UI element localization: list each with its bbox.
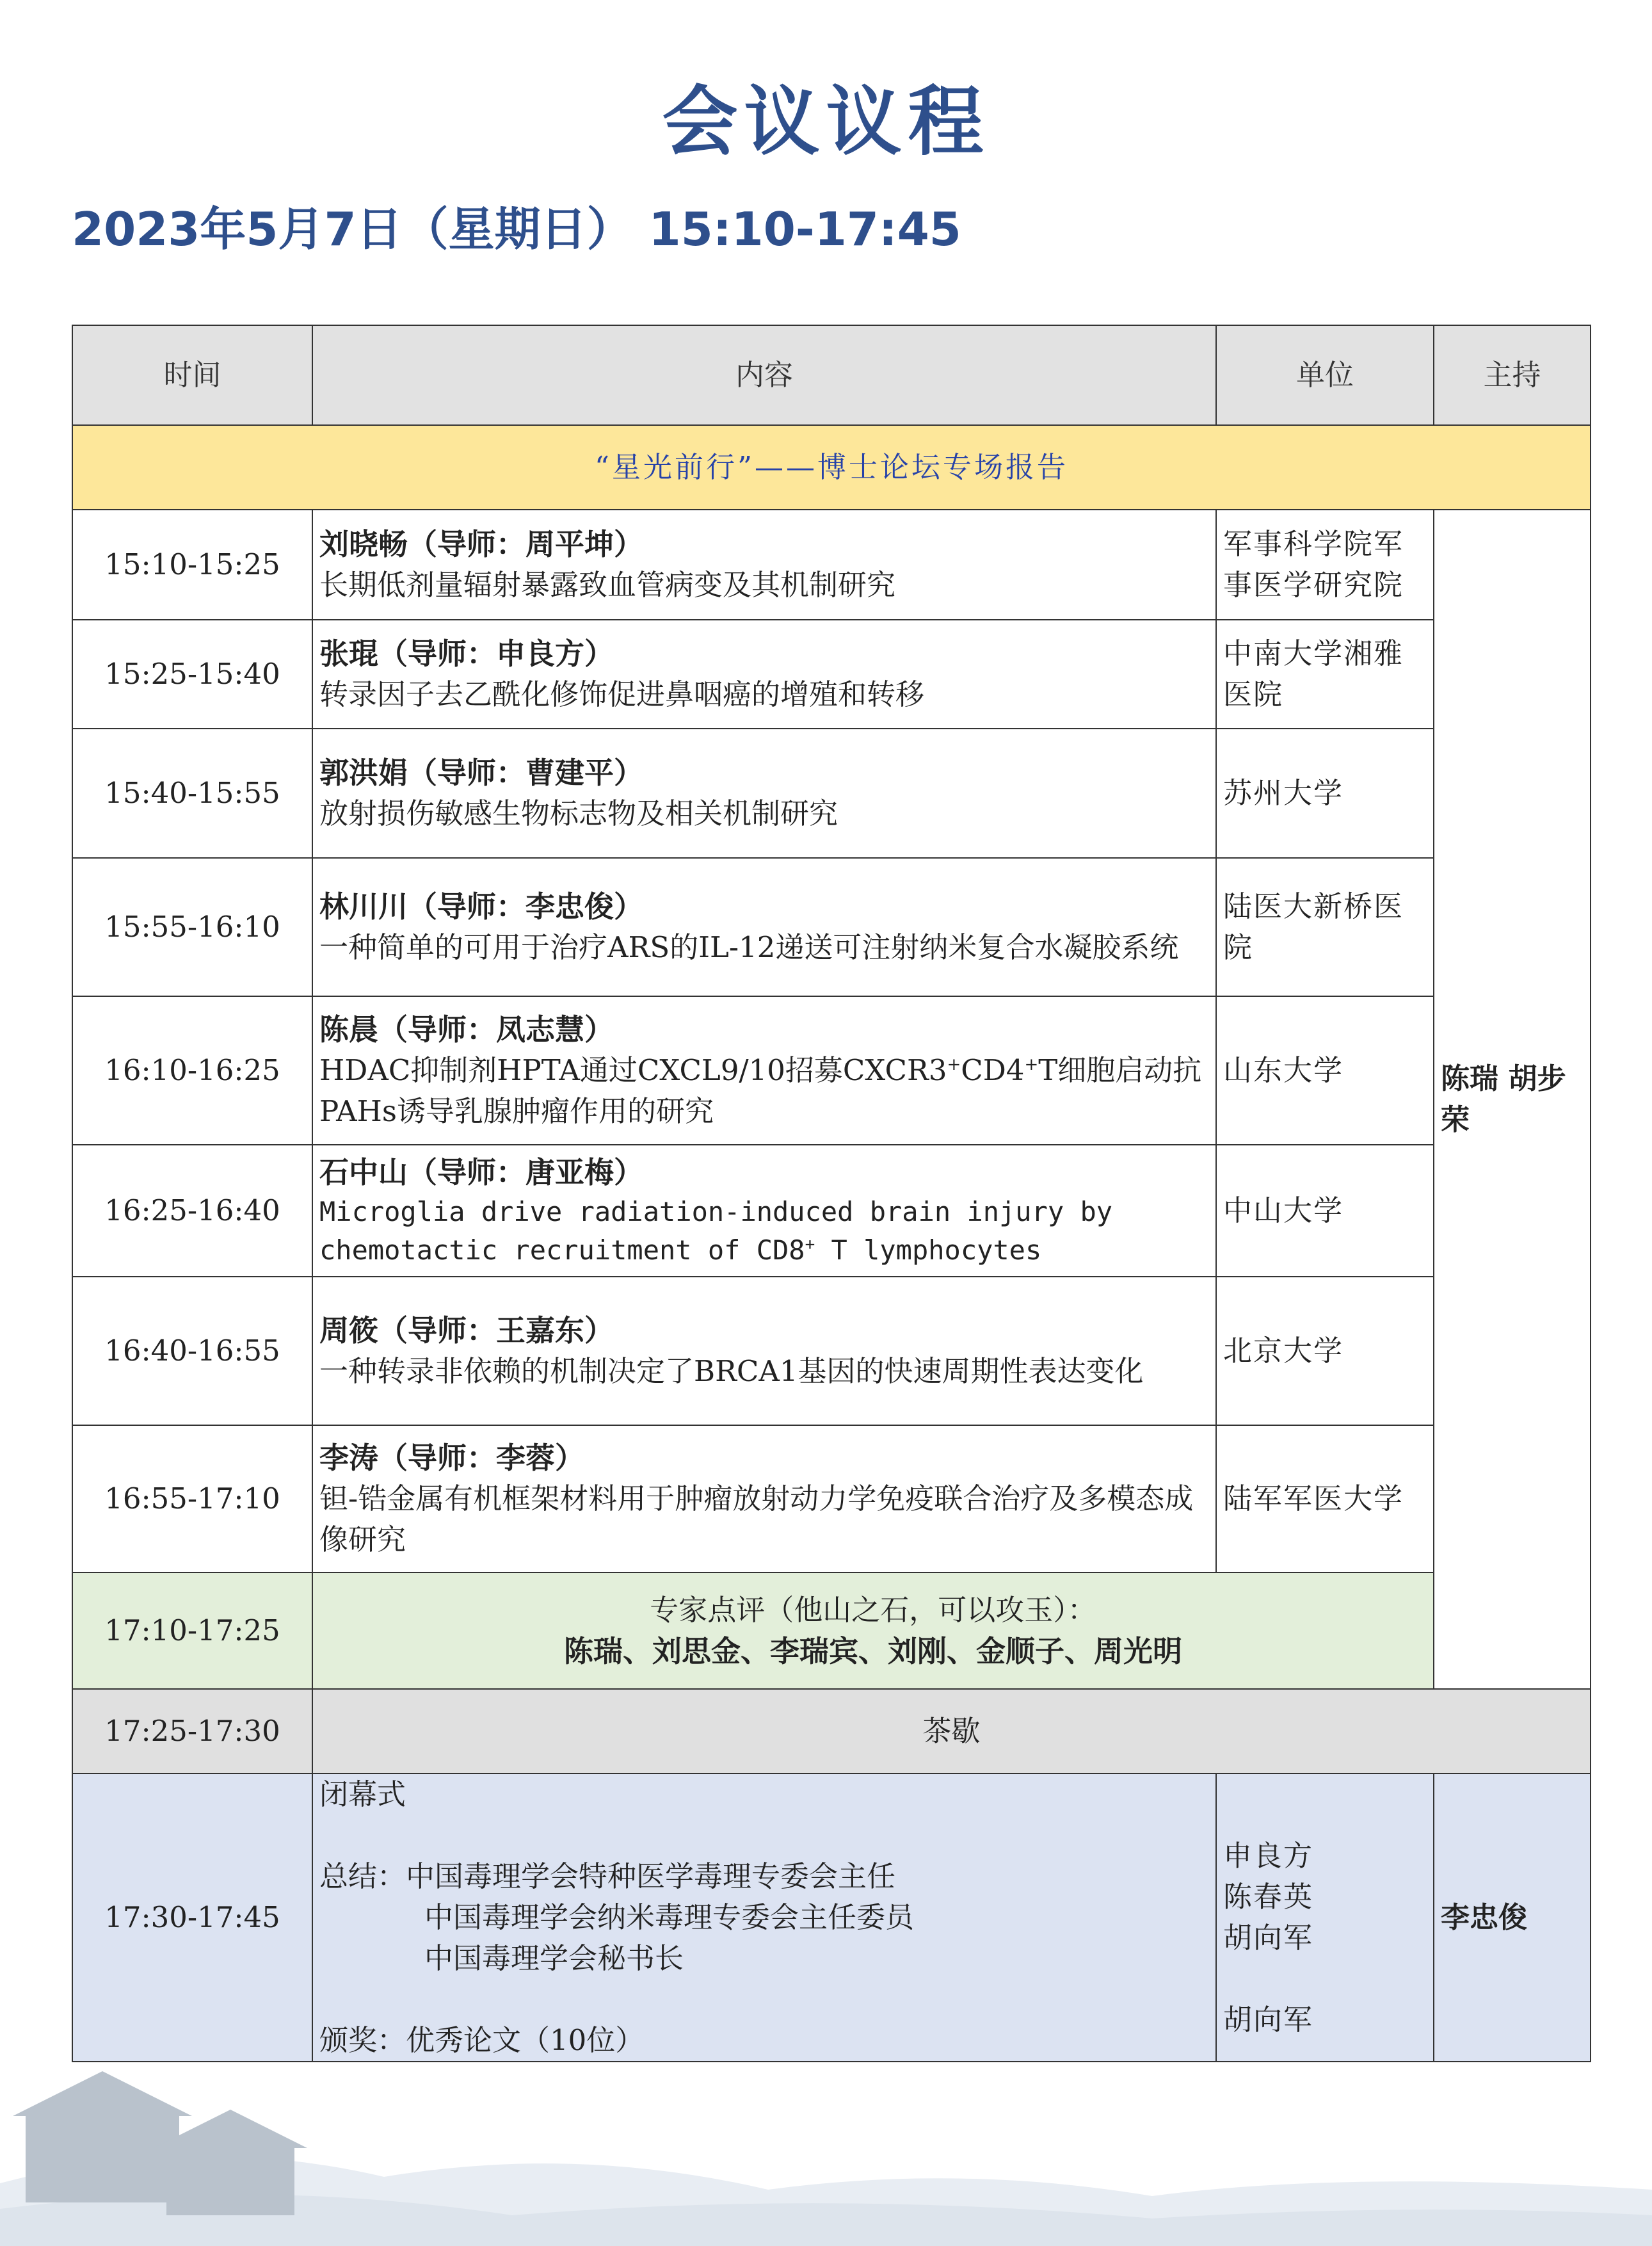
table-row xyxy=(72,858,1591,996)
talk-topic: 放射损伤敏感生物标志物及相关机制研究 xyxy=(319,796,838,830)
talk-content xyxy=(312,858,1216,996)
table-row xyxy=(72,996,1591,1145)
talk-content xyxy=(312,729,1216,858)
header-content: 内容 xyxy=(312,325,1216,425)
summary-line: 中国毒理学会秘书长 xyxy=(424,1941,684,1975)
topic-part: CD4 xyxy=(961,1053,1025,1087)
talk-speaker: 张琨（导师：申良方） xyxy=(319,636,614,671)
talk-topic xyxy=(319,1050,1209,1132)
talk-speaker: 周筱（导师：王嘉东） xyxy=(319,1313,614,1348)
talk-speaker: 郭洪娟（导师：曹建平） xyxy=(319,755,643,790)
table-row xyxy=(72,510,1591,620)
talk-unit: 中南大学湘雅医院 xyxy=(1216,620,1434,729)
table-header-row xyxy=(72,325,1591,425)
header-time: 时间 xyxy=(72,325,312,425)
talk-speaker: 林川川（导师：李忠俊） xyxy=(319,889,643,924)
talk-content xyxy=(312,1145,1216,1277)
table-row xyxy=(72,620,1591,729)
summary-line xyxy=(319,1856,1209,1897)
page-title: 会议议程 xyxy=(662,77,990,166)
talk-time: 15:25-15:40 xyxy=(72,620,312,729)
talk-speaker: 刘晓畅（导师：周平坤） xyxy=(319,527,643,562)
table-row xyxy=(72,729,1591,858)
header-unit: 单位 xyxy=(1216,325,1434,425)
closing-unit: 胡向军 xyxy=(1223,1921,1314,1955)
closing-row xyxy=(72,1773,1591,2062)
topic-part: T lymphocytes xyxy=(815,1234,1042,1266)
talk-topic: 长期低剂量辐射暴露致血管病变及其机制研究 xyxy=(319,568,896,602)
summary-text: 中国毒理学会特种医学毒理专委会主任 xyxy=(406,1859,896,1893)
comment-content xyxy=(312,1572,1434,1689)
closing-unit: 陈春英 xyxy=(1223,1880,1314,1914)
talk-content xyxy=(312,1277,1216,1425)
talk-speaker: 陈晨（导师：凤志慧） xyxy=(319,1012,614,1047)
break-row xyxy=(72,1689,1591,1773)
closing-time: 17:30-17:45 xyxy=(72,1773,312,2062)
talk-unit: 苏州大学 xyxy=(1216,729,1434,858)
agenda-table xyxy=(72,325,1591,2062)
break-label: 茶歇 xyxy=(312,1689,1591,1773)
talk-topic: 一种转录非依赖的机制决定了BRCA1基因的快速周期性表达变化 xyxy=(319,1354,1144,1388)
talk-time: 16:40-16:55 xyxy=(72,1277,312,1425)
building-silhouette xyxy=(13,2071,307,2215)
topic-part: HDAC抑制剂HPTA通过CXCL9/10招募CXCR3 xyxy=(319,1053,947,1087)
topic-part: T细胞启动抗PAHs诱导乳腺肿瘤作用的研究 xyxy=(319,1053,1202,1128)
topic-part: Microglia drive radiation-induced brain injury by chemotactic recruitment of CD8 xyxy=(319,1196,1113,1266)
table-row xyxy=(72,1425,1591,1572)
talk-content xyxy=(312,1425,1216,1572)
talk-unit: 陆医大新桥医院 xyxy=(1216,858,1434,996)
talk-topic: 钽-锆金属有机框架材料用于肿瘤放射动力学免疫联合治疗及多模态成像研究 xyxy=(319,1482,1194,1556)
talk-content xyxy=(312,510,1216,620)
talk-unit: 军事科学院军事医学研究院 xyxy=(1216,510,1434,620)
section-row xyxy=(72,425,1591,510)
closing-content xyxy=(312,1773,1216,2062)
award-line: 颁奖：优秀论文（10位） xyxy=(319,2023,645,2057)
comment-row xyxy=(72,1572,1591,1689)
comment-experts: 陈瑞、刘思金、李瑞宾、刘刚、金顺子、周光明 xyxy=(564,1634,1182,1668)
talk-topic: 转录因子去乙酰化修饰促进鼻咽癌的增殖和转移 xyxy=(319,677,925,711)
superscript: + xyxy=(1024,1055,1039,1074)
comment-time: 17:10-17:25 xyxy=(72,1572,312,1689)
closing-host: 李忠俊 xyxy=(1434,1773,1591,2062)
talk-topic: 一种简单的可用于治疗ARS的IL-12递送可注射纳米复合水凝胶系统 xyxy=(319,930,1179,964)
break-time: 17:25-17:30 xyxy=(72,1689,312,1773)
summary-line: 中国毒理学会纳米毒理专委会主任委员 xyxy=(424,1900,915,1934)
section-hosts: 陈瑞 胡步荣 xyxy=(1434,510,1591,1689)
closing-title: 闭幕式 xyxy=(319,1777,406,1811)
header-host: 主持 xyxy=(1434,325,1591,425)
section-title: “星光前行”——博士论坛专场报告 xyxy=(72,425,1591,510)
talk-time: 15:55-16:10 xyxy=(72,858,312,996)
decorative-landscape-illustration xyxy=(0,2036,1652,2246)
closing-unit: 胡向军 xyxy=(1223,2003,1314,2037)
talk-unit: 山东大学 xyxy=(1216,996,1434,1145)
talk-content xyxy=(312,996,1216,1145)
summary-label: 总结： xyxy=(319,1859,406,1893)
talk-unit: 陆军军医大学 xyxy=(1216,1425,1434,1572)
talk-time: 15:10-15:25 xyxy=(72,510,312,620)
superscript: + xyxy=(947,1055,961,1074)
talk-content xyxy=(312,620,1216,729)
talk-time: 16:10-16:25 xyxy=(72,996,312,1145)
closing-units xyxy=(1216,1773,1434,2062)
superscript: + xyxy=(805,1235,815,1254)
talk-time: 16:25-16:40 xyxy=(72,1145,312,1277)
talk-speaker: 李涛（导师：李蓉） xyxy=(319,1441,584,1475)
talk-speaker: 石中山（导师：唐亚梅） xyxy=(319,1155,643,1190)
talk-topic xyxy=(319,1193,1209,1270)
talk-time: 15:40-15:55 xyxy=(72,729,312,858)
talk-time: 16:55-17:10 xyxy=(72,1425,312,1572)
comment-title: 专家点评（他山之石，可以攻玉）： xyxy=(650,1593,1096,1627)
talk-unit: 北京大学 xyxy=(1216,1277,1434,1425)
closing-unit: 申良方 xyxy=(1223,1839,1314,1873)
event-date: 2023年5月7日（星期日） 15:10-17:45 xyxy=(72,202,961,256)
table-row xyxy=(72,1145,1591,1277)
table-row xyxy=(72,1277,1591,1425)
talk-unit: 中山大学 xyxy=(1216,1145,1434,1277)
